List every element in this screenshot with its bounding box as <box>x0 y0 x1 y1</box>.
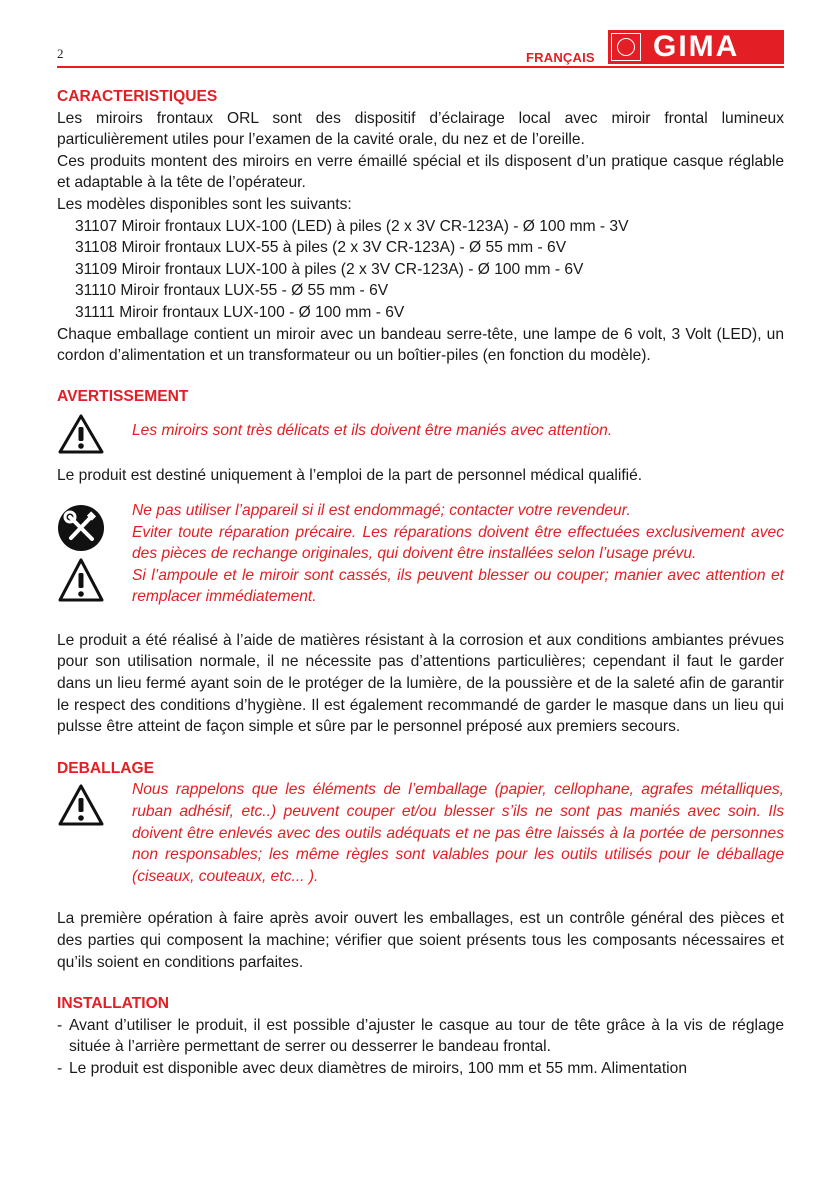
warning-triangle-icon <box>57 783 105 827</box>
section-title-avertissement: AVERTISSEMENT <box>57 387 189 405</box>
paragraph: Le produit a été réalisé à l’aide de matières résistant à la corrosion et aux conditions ambiantes prévues pour son utilisation normale, il ne nécessite pas d’attentions particulières; cependant il faut le garder dans un lieu fermé ayant soin de le protéger de la lumière, de la poussière et de la saleté afin de garantir le respect des conditions d’hygiène. Il est également recommandé de garder le masque dans un lieu qui pulsse être atteint de façon simple et sûre par le personnel préposé aux premiers secours. <box>57 631 784 736</box>
paragraph: Ces produits montent des miroirs en verre émaillé spécial et ils disposent d’un pratique casque réglable et adaptable à la tête de l’opérateur. <box>57 152 784 192</box>
model-item: 31111 Miroir frontaux LUX-100 - Ø 100 mm - 6V <box>75 303 405 321</box>
warning-block <box>57 500 784 608</box>
brand-logo <box>608 30 784 64</box>
header-rule <box>57 66 784 68</box>
model-item: 31110 Miroir frontaux LUX-55 - Ø 55 mm - 6V <box>75 282 389 300</box>
document-body <box>57 86 784 1080</box>
section-title-installation: INSTALLATION <box>57 995 170 1013</box>
warning-triangle-icon <box>57 413 105 455</box>
model-item: 31107 Miroir frontaux LUX-100 (LED) à piles (2 x 3V CR-123A) - Ø 100 mm - 3V <box>75 217 629 235</box>
wrench-screwdriver-icon <box>57 504 105 552</box>
section-title-deballage: DEBALLAGE <box>57 759 155 777</box>
warning-block <box>57 779 784 887</box>
model-item: 31108 Miroir frontaux LUX-55 à piles (2 x 3V CR-123A) - Ø 55 mm - 6V <box>75 239 567 257</box>
warning-text: Si l’ampoule et le miroir sont cassés, ils peuvent blesser ou couper; manier avec attention et remplacer immédiatement. <box>132 566 784 606</box>
paragraph: La première opération à faire après avoir ouvert les emballages, est un contrôle général des pièces et des parties qui composent la machine; vérifier que soient présents tous les composants nécessaires et qu’ils soient en conditions parfaites. <box>57 910 784 971</box>
list-item-text: Avant d’utiliser le produit, il est possible d’ajuster le casque au tour de tête grâce à la vis de réglage située à l’arrière permettant de serrer ou desserrer le bandeau frontal. <box>69 1016 784 1056</box>
warning-text: Eviter toute réparation précaire. Les réparations doivent être effectuées exclusivement avec des pièces de rechange originales, qui doivent être installées selon l’usage prévu. <box>132 523 784 563</box>
section-title-caracteristiques: CARACTERISTIQUES <box>57 88 218 105</box>
list-item: - Avant d’utiliser le produit, il est possible d’ajuster le casque au tour de tête grâce à la vis de réglage située à l’arrière permettant de serrer ou desserrer le bandeau frontal. <box>57 1015 784 1058</box>
warning-text: Nous rappelons que les éléments de l’emballage (papier, cellophane, agrafes métalliques, ruban adhésif, etc..) peuvent couper et/ou blesser s’ils ne sont pas maniés avec soin. Ils doivent être enlevés avec des outils adéquats et ne pas être laissés à la portée de personnes non responsables; les même règles sont valables pour les outils utilisés pour le déballage (ciseaux, couteaux, etc... ). <box>132 781 784 885</box>
language-label: FRANÇAIS <box>526 50 595 65</box>
paragraph: Les miroirs frontaux ORL sont des dispositif d’éclairage local avec miroir frontal lumineux particulièrement utiles pour l’examen de la cavité orale, du nez et de l’oreille. <box>57 109 784 149</box>
warning-block <box>57 413 784 455</box>
paragraph: Chaque emballage contient un miroir avec un bandeau serre-tête, une lampe de 6 volt, 3 Volt (LED), un cordon d’alimentation et un transformateur ou un boîtier-piles (en fonction du modèle). <box>57 325 784 365</box>
brand-emblem-icon <box>611 33 641 61</box>
brand-name: GIMA <box>653 30 740 63</box>
warning-text: Les miroirs sont très délicats et ils doivent être maniés avec attention. <box>132 422 613 440</box>
warning-triangle-icon <box>57 557 105 603</box>
warning-text: Ne pas utiliser l’appareil si il est endommagé; contacter votre revendeur. <box>132 501 631 519</box>
paragraph: Les modèles disponibles sont les suivants: <box>57 195 352 213</box>
model-item: 31109 Miroir frontaux LUX-100 à piles (2 x 3V CR-123A) - Ø 100 mm - 6V <box>75 260 584 278</box>
page-number: 2 <box>57 46 64 61</box>
paragraph: Le produit est destiné uniquement à l’emploi de la part de personnel médical qualifié. <box>57 467 643 485</box>
list-item: - Le produit est disponible avec deux diamètres de miroirs, 100 mm et 55 mm. Alimentation <box>57 1058 784 1080</box>
list-item-text: Le produit est disponible avec deux diamètres de miroirs, 100 mm et 55 mm. Alimentation <box>69 1059 687 1077</box>
